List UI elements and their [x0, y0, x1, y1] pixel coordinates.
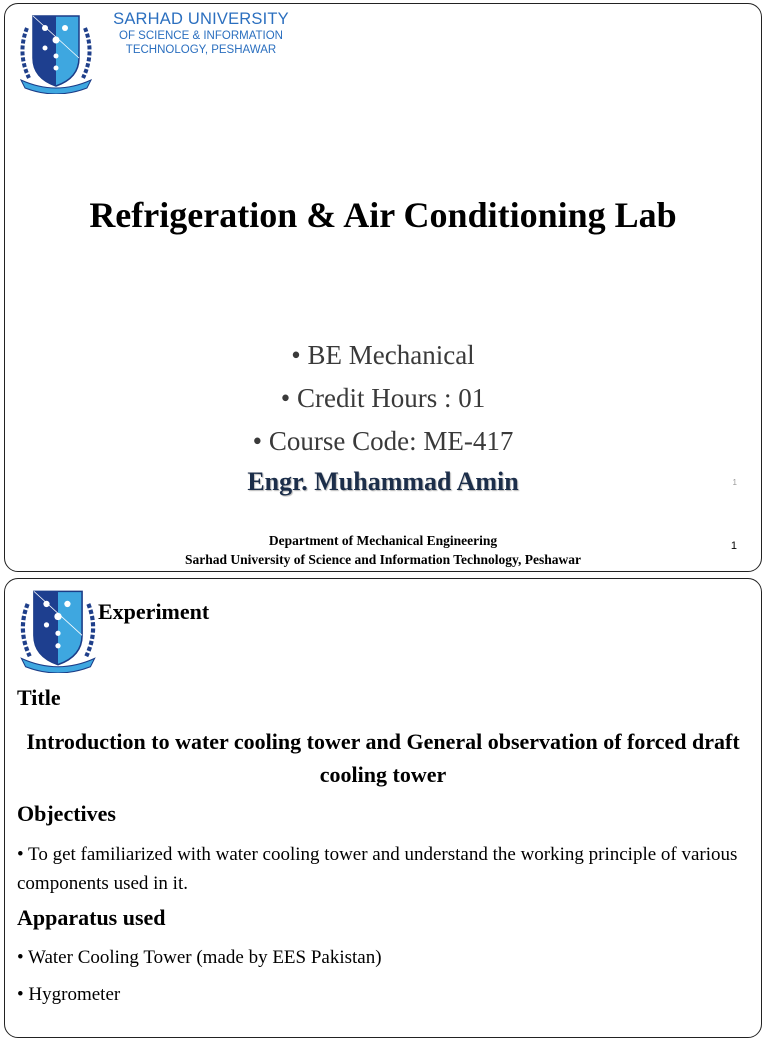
- course-info-item: • BE Mechanical: [291, 340, 475, 370]
- course-info-item: • Course Code: ME-417: [252, 426, 514, 456]
- slide-footer: [5, 531, 761, 569]
- university-logo-icon: [15, 8, 97, 94]
- title-slide: [4, 3, 762, 572]
- apparatus-section-label: Apparatus used: [17, 905, 166, 930]
- instructor-name: Engr. Muhammad Amin: [247, 467, 519, 496]
- objective-text: • To get familiarized with water cooling tower and understand the working principle of various components used in it.: [17, 844, 738, 894]
- university-name-line3: TECHNOLOGY, PESHAWAR: [125, 44, 277, 56]
- experiment-title: Introduction to water cooling tower and General observation of forced draft cooling tower: [26, 729, 740, 787]
- university-name-block: [105, 10, 297, 57]
- apparatus-item: • Hygrometer: [17, 984, 121, 1005]
- slide-small-number: 1: [732, 478, 737, 487]
- objectives-section-label: Objectives: [17, 801, 116, 826]
- course-title: Refrigeration & Air Conditioning Lab: [89, 195, 677, 235]
- apparatus-item: • Water Cooling Tower (made by EES Pakistan): [17, 947, 382, 968]
- university-logo-icon: [15, 583, 101, 673]
- title-section-label: Title: [17, 685, 61, 710]
- experiment-heading: Experiment: [98, 599, 210, 624]
- university-full-name: Sarhad University of Science and Information Technology, Peshawar: [184, 552, 582, 567]
- department-name: Department of Mechanical Engineering: [268, 533, 498, 548]
- university-name: SARHAD UNIVERSITY: [113, 10, 289, 28]
- course-info-list: [5, 334, 761, 463]
- page-number: 1: [730, 540, 737, 552]
- university-name-line2: OF SCIENCE & INFORMATION: [119, 30, 283, 42]
- course-info-item: • Credit Hours : 01: [280, 383, 486, 413]
- experiment-slide: [4, 578, 762, 1038]
